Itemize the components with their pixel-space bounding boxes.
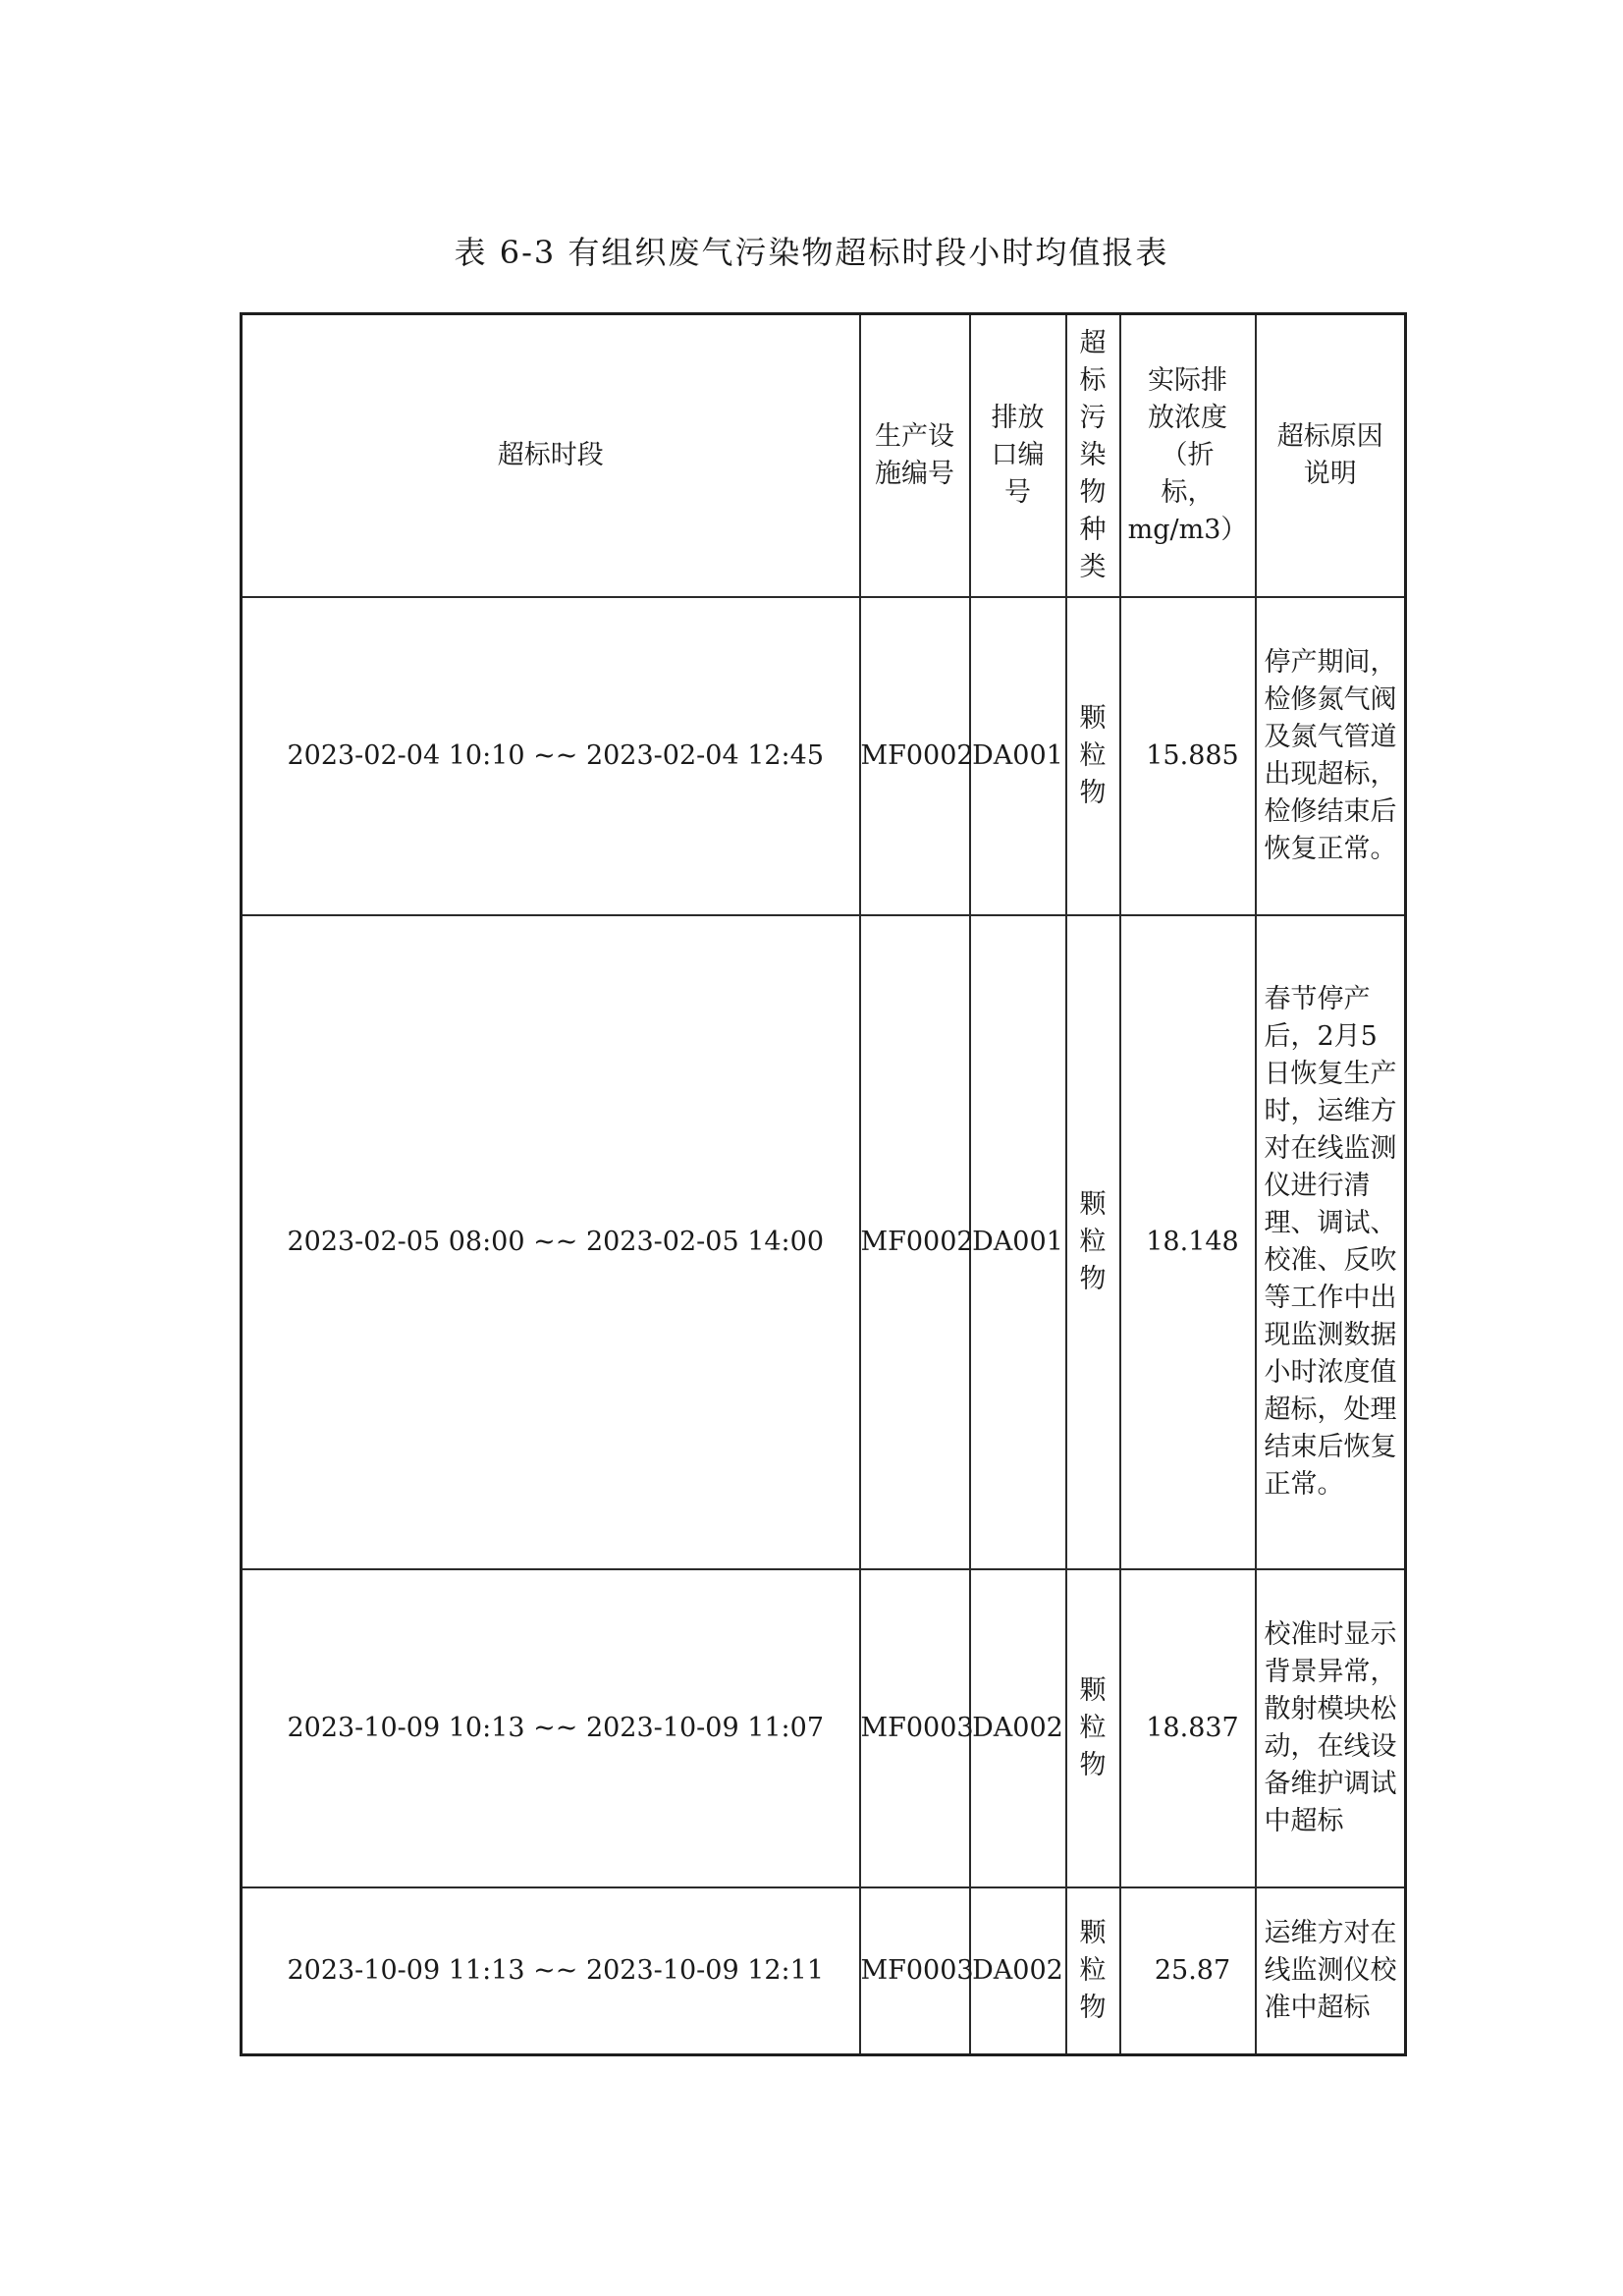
table-row xyxy=(242,915,1406,1569)
header-reason xyxy=(1256,314,1406,598)
table-row xyxy=(242,1569,1406,1887)
cell-pollutant xyxy=(1066,915,1120,1569)
header-period-label: 超标时段 xyxy=(497,440,604,470)
cell-pollutant xyxy=(1066,1569,1120,1887)
cell-reason-label: 停产期间，检修氮气阀及氮气管道出现超标，检修结束后恢复正常。 xyxy=(1264,647,1397,864)
cell-pollutant xyxy=(1066,1887,1120,2055)
cell-outlet: DA001 xyxy=(970,597,1066,915)
cell-facility: MF0002 xyxy=(860,597,970,915)
exceedance-report-table xyxy=(240,312,1407,2056)
cell-concentration: 18.837 xyxy=(1120,1569,1256,1887)
cell-reason xyxy=(1256,1569,1406,1887)
header-period xyxy=(242,314,860,598)
cell-pollutant-label: 颗 粒 物 xyxy=(1079,1189,1107,1294)
cell-period: 2023-02-04 10:10 ~~ 2023-02-04 12:45 xyxy=(242,597,860,915)
cell-concentration: 15.885 xyxy=(1120,597,1256,915)
header-facility xyxy=(860,314,970,598)
cell-reason-label: 校准时显示背景异常，散射模块松动，在线设备维护调试中超标 xyxy=(1264,1619,1397,1836)
cell-outlet: DA002 xyxy=(970,1887,1066,2055)
table-row xyxy=(242,597,1406,915)
header-pollutant-label: 超 标 污 染 物 种 类 xyxy=(1079,328,1107,582)
cell-reason xyxy=(1256,1887,1406,2055)
cell-pollutant xyxy=(1066,597,1120,915)
header-outlet xyxy=(970,314,1066,598)
header-facility-label: 生产设 施编号 xyxy=(875,421,954,489)
header-concentration-label: 实际排 放浓度 （折 标， mg/m3） xyxy=(1127,365,1248,545)
page-title: 表 6-3 有组织废气污染物超标时段小时均值报表 xyxy=(454,234,1169,271)
cell-pollutant-label: 颗 粒 物 xyxy=(1079,1918,1107,2023)
cell-period: 2023-10-09 10:13 ~~ 2023-10-09 11:07 xyxy=(242,1569,860,1887)
cell-reason xyxy=(1256,597,1406,915)
cell-pollutant-label: 颗 粒 物 xyxy=(1079,703,1107,808)
cell-facility: MF0003 xyxy=(860,1569,970,1887)
cell-reason-label: 春节停产后，2月5日恢复生产时，运维方对在线监测仪进行清理、调试、校准、反吹等工作中出现监测数据小时浓度值超标，处理结束后恢复正常。 xyxy=(1264,984,1397,1500)
cell-facility: MF0003 xyxy=(860,1887,970,2055)
header-pollutant xyxy=(1066,314,1120,598)
table-row xyxy=(242,1887,1406,2055)
cell-concentration: 18.148 xyxy=(1120,915,1256,1569)
cell-outlet: DA001 xyxy=(970,915,1066,1569)
header-outlet-label: 排放 口编 号 xyxy=(991,403,1045,508)
header-reason-label: 超标原因 说明 xyxy=(1276,421,1383,489)
table-header-row xyxy=(242,314,1406,598)
cell-pollutant-label: 颗 粒 物 xyxy=(1079,1675,1107,1780)
cell-outlet: DA002 xyxy=(970,1569,1066,1887)
cell-period: 2023-02-05 08:00 ~~ 2023-02-05 14:00 xyxy=(242,915,860,1569)
cell-facility: MF0002 xyxy=(860,915,970,1569)
cell-reason xyxy=(1256,915,1406,1569)
cell-period: 2023-10-09 11:13 ~~ 2023-10-09 12:11 xyxy=(242,1887,860,2055)
cell-reason-label: 运维方对在线监测仪校准中超标 xyxy=(1264,1918,1397,2023)
header-concentration xyxy=(1120,314,1256,598)
cell-concentration: 25.87 xyxy=(1120,1887,1256,2055)
